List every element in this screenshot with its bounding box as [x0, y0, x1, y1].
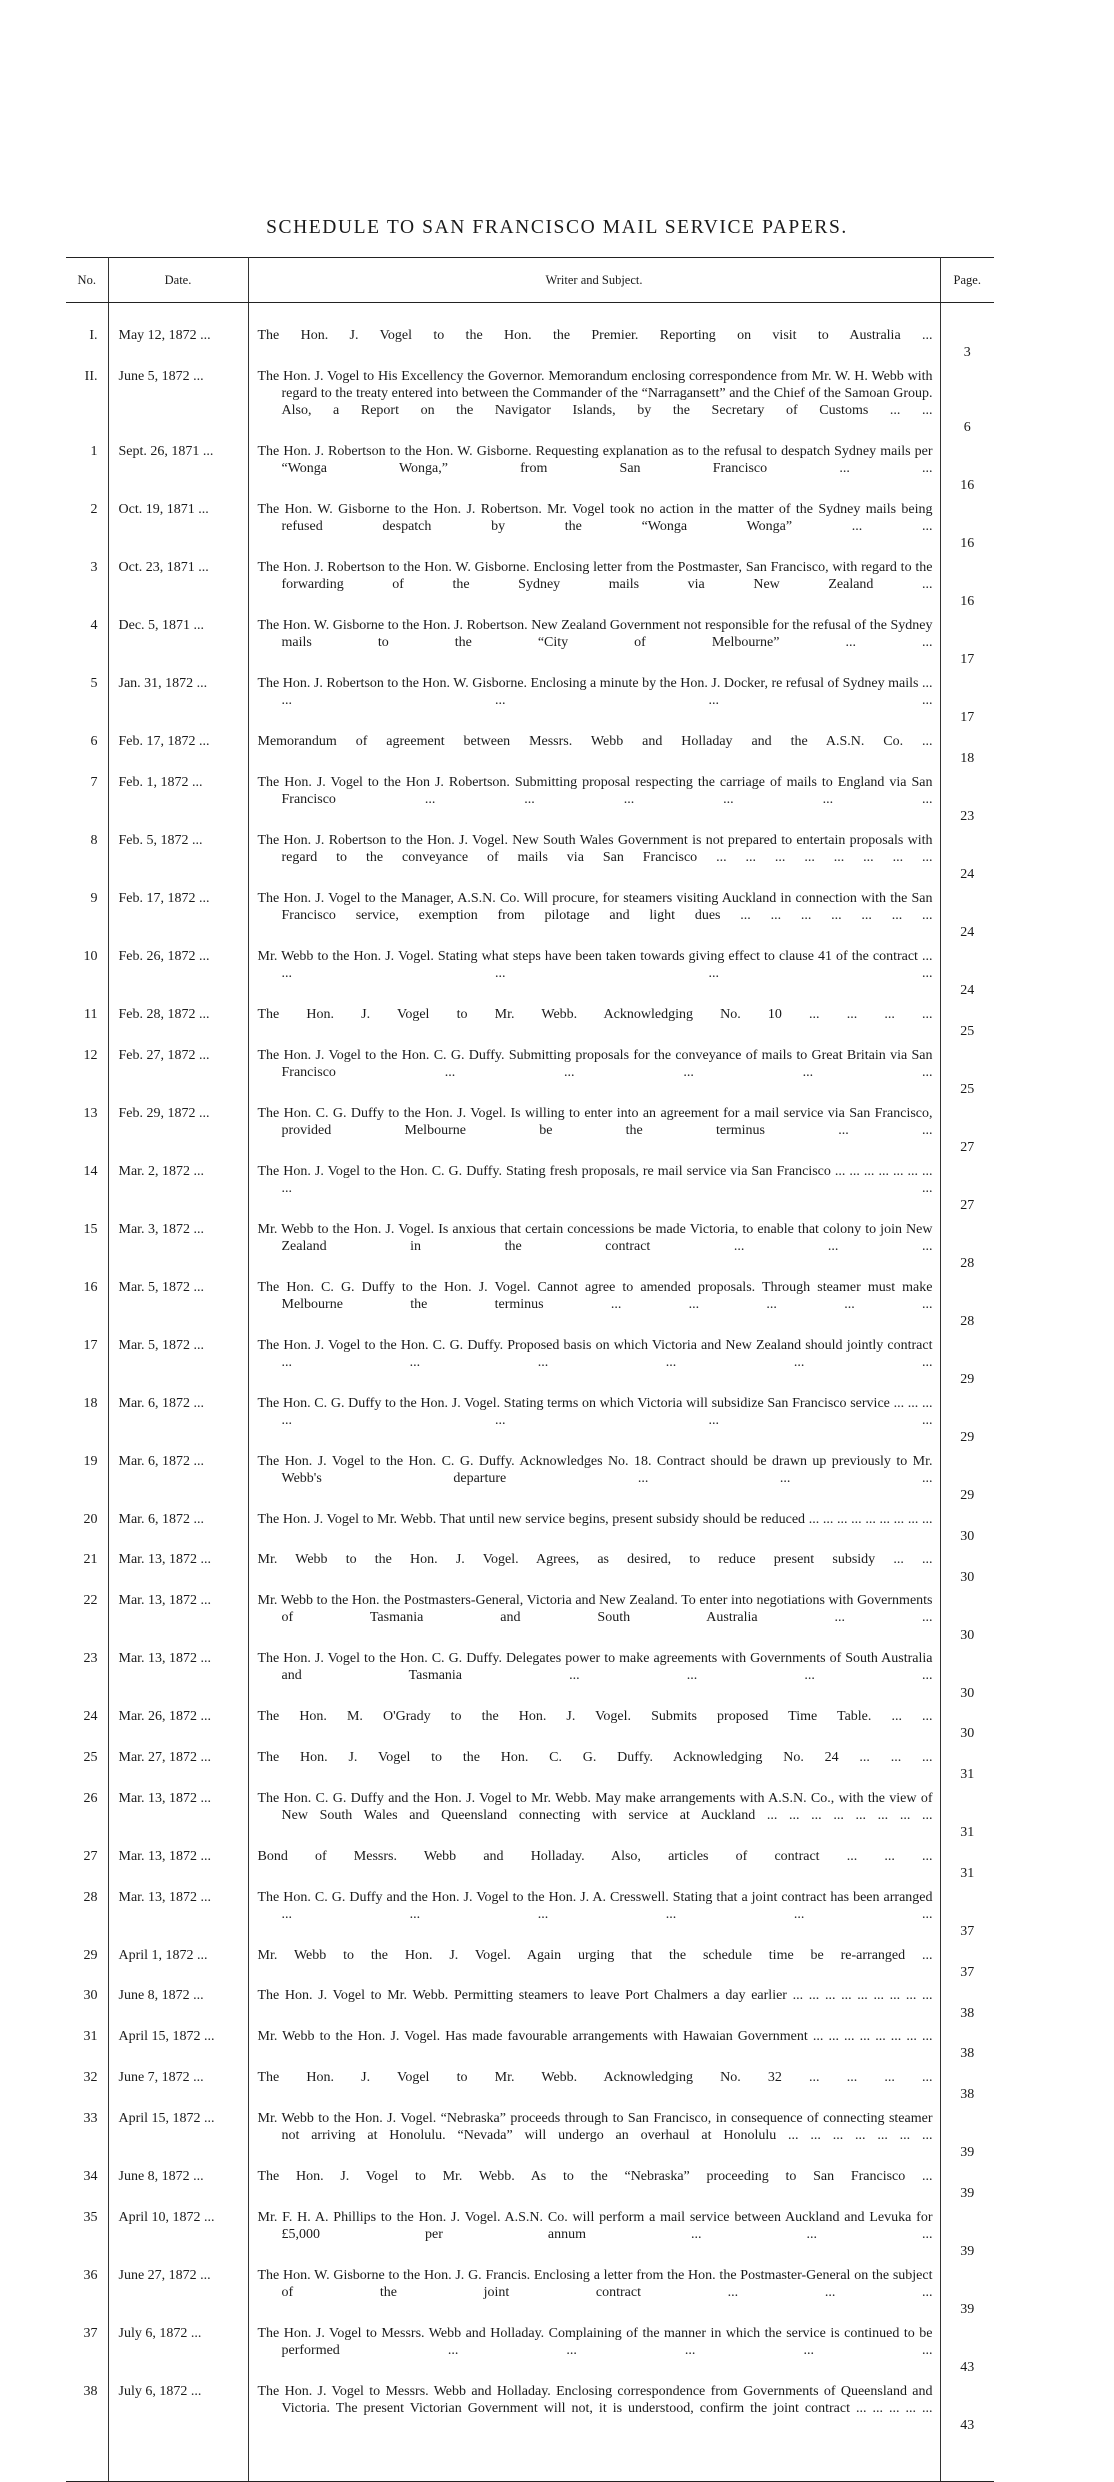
entry-date: Mar. 6, 1872 ... — [108, 1511, 248, 1552]
entry-page: 3 — [963, 345, 971, 361]
entry-number: 29 — [66, 1947, 108, 1988]
entry-date: Feb. 17, 1872 ... — [108, 890, 248, 948]
entry-number: 31 — [66, 2028, 108, 2069]
entry-date: Sept. 26, 1871 ... — [108, 443, 248, 501]
entry-page: 30 — [960, 1685, 975, 1701]
entry-page: 16 — [960, 536, 975, 552]
entry-page: 30 — [960, 1627, 975, 1643]
entry-number: 15 — [66, 1221, 108, 1279]
entry-number: 34 — [66, 2168, 108, 2209]
entry-subject: Mr. Webb to the Hon. J. Vogel. “Nebraska” proceeds through to San Francisco, in consequence of connecting steamer not arriving at Honolulu. “Nevada” will undergo an overhaul at Honolulu ... ... ... ... ... ... ... — [257, 2110, 933, 2143]
entry-page: 28 — [960, 1256, 975, 1271]
entry-page: 30 — [960, 1569, 975, 1585]
entry-subject: Memorandum of agreement between Messrs. Webb and Holladay and the A.S.N. Co. ... — [257, 734, 933, 749]
entry-date: June 27, 1872 ... — [108, 2267, 248, 2325]
entry-subject: The Hon. W. Gisborne to the Hon. J. Robertson. New Zealand Government not responsible for the refusal of the Sydney mails to the “City of Melbourne” ... ... — [257, 618, 933, 651]
entry-page: 17 — [960, 710, 975, 726]
entry-number: 17 — [66, 1337, 108, 1395]
entry-subject: The Hon. W. Gisborne to the Hon. J. G. Francis. Enclosing a letter from the Hon. the Postmaster-General on the subject of the joint contract ... ... ... — [257, 2267, 933, 2300]
entry-subject: The Hon. J. Vogel to Mr. Webb. That until new service begins, present subsidy should be reduced ... ... ... ... ... ... ... ... ... — [257, 1511, 933, 1527]
table-row — [66, 1105, 994, 1163]
entry-date: Feb. 27, 1872 ... — [108, 1047, 248, 1105]
entry-subject: The Hon. J. Robertson to the Hon. W. Gisborne. Requesting explanation as to the refusal to despatch Sydney mails per “Wonga Wonga,” from San Francisco ... ... — [257, 444, 933, 477]
table-row — [66, 2383, 994, 2441]
schedule-body — [66, 303, 994, 2481]
table-row — [66, 501, 994, 559]
entry-number: 22 — [66, 1592, 108, 1650]
header-row — [66, 258, 994, 303]
table-row — [66, 2028, 994, 2069]
table-row — [66, 1006, 994, 1047]
entry-date: May 12, 1872 ... — [108, 327, 248, 368]
table-row — [66, 1708, 994, 1749]
entry-subject: The Hon. J. Vogel to the Hon J. Robertson. Submitting proposal respecting the carriage of mails to England via San Francisco ... ... ... ... ... ... — [257, 774, 933, 807]
entry-page: 29 — [960, 1372, 975, 1387]
entry-date: July 6, 1872 ... — [108, 2325, 248, 2383]
entry-subject: Mr. Webb to the Hon. J. Vogel. Again urging that the schedule time be re-arranged ... — [257, 1947, 933, 1963]
table-row — [66, 2110, 994, 2168]
entry-subject: Mr. Webb to the Hon. J. Vogel. Stating what steps have been taken towards giving effect to clause 41 of the contract ... ... ... ... ... — [257, 948, 933, 981]
entry-subject: The Hon. M. O'Grady to the Hon. J. Vogel. Submits proposed Time Table. ... ... — [257, 1709, 933, 1725]
entry-page: 18 — [960, 751, 975, 767]
entry-number: 20 — [66, 1511, 108, 1552]
entry-number: 38 — [66, 2383, 108, 2441]
entry-page: 43 — [960, 2417, 975, 2433]
entry-date: Mar. 26, 1872 ... — [108, 1708, 248, 1749]
entry-number: 1 — [66, 443, 108, 501]
entry-number: 30 — [66, 1987, 108, 2028]
entry-page: 30 — [960, 1726, 975, 1742]
entry-date: Mar. 13, 1872 ... — [108, 1848, 248, 1889]
table-row — [66, 1047, 994, 1105]
entry-subject: Mr. Webb to the Hon. J. Vogel. Is anxious that certain concessions be made Victoria, to enable that colony to join New Zealand in the contract ... ... ... — [257, 1221, 933, 1254]
entry-date: April 15, 1872 ... — [108, 2028, 248, 2069]
entry-date: Mar. 13, 1872 ... — [108, 1790, 248, 1848]
entry-page: 23 — [960, 809, 975, 825]
entry-subject: Mr. Webb to the Hon. the Postmasters-General, Victoria and New Zealand. To enter into negotiations with Governments of Tasmania and South Australia ... ... — [257, 1593, 933, 1626]
entry-subject: The Hon. J. Robertson to the Hon. J. Vogel. New South Wales Government is not prepared to entertain proposals with regard to the conveyance of mails via San Francisco ... ... ... ... ... ... ... ... — [257, 832, 933, 865]
entry-number: 32 — [66, 2069, 108, 2110]
table-row — [66, 327, 994, 368]
table-row — [66, 1592, 994, 1650]
entry-page: 24 — [960, 925, 975, 941]
entry-subject: Mr. Webb to the Hon. J. Vogel. Has made favourable arrangements with Hawaian Government ... ... ... ... ... ... ... ... — [257, 2029, 933, 2045]
entry-subject: The Hon. J. Vogel to Mr. Webb. Acknowledging No. 32 ... ... ... ... — [257, 2069, 933, 2085]
entry-subject: The Hon. C. G. Duffy and the Hon. J. Vogel to Mr. Webb. May make arrangements with A.S.N. Co., with the view of New South Wales and Queensland connecting with service at Auckland ... ... ... ... ... ... ... ... — [257, 1790, 933, 1823]
column-header-page: Page. — [940, 258, 994, 303]
entry-page: 30 — [960, 1528, 975, 1544]
entry-number: 4 — [66, 617, 108, 675]
entry-subject: The Hon. J. Vogel to the Manager, A.S.N. Co. Will procure, for steamers visiting Auckland in connection with the San Francisco service, exemption from pilotage and light dues ... ... ... ... ... ... ... — [257, 890, 933, 923]
table-row — [66, 1790, 994, 1848]
entry-date: Feb. 5, 1872 ... — [108, 832, 248, 890]
entry-date: Oct. 23, 1871 ... — [108, 559, 248, 617]
entry-number: 26 — [66, 1790, 108, 1848]
table-row — [66, 1337, 994, 1395]
entry-page: 16 — [960, 478, 975, 494]
entry-page: 25 — [960, 1082, 975, 1097]
entry-number: 24 — [66, 1708, 108, 1749]
entry-page: 39 — [960, 2145, 975, 2161]
entry-subject: The Hon. J. Vogel to Messrs. Webb and Holladay. Complaining of the manner in which the service is continued to be performed ... ... ... ... ... — [257, 2325, 933, 2358]
entry-number: 27 — [66, 1848, 108, 1889]
entry-page: 29 — [960, 1430, 975, 1445]
entry-date: Feb. 29, 1872 ... — [108, 1105, 248, 1163]
entry-page: 31 — [960, 1825, 975, 1841]
entry-page: 28 — [960, 1314, 975, 1329]
entry-date: April 1, 1872 ... — [108, 1947, 248, 1988]
table-row — [66, 733, 994, 774]
entry-page: 24 — [960, 983, 975, 999]
entry-page: 25 — [960, 1024, 975, 1039]
table-row — [66, 1551, 994, 1592]
entry-number: 6 — [66, 733, 108, 774]
entry-date: Oct. 19, 1871 ... — [108, 501, 248, 559]
table-row — [66, 1395, 994, 1453]
entry-page: 16 — [960, 594, 975, 610]
table-row — [66, 559, 994, 617]
entry-page: 6 — [963, 420, 971, 436]
entry-subject: The Hon. J. Vogel to Mr. Webb. As to the “Nebraska” proceeding to San Francisco ... — [257, 2168, 933, 2184]
entry-number: 19 — [66, 1453, 108, 1511]
entry-page: 17 — [960, 652, 975, 668]
table-row — [66, 832, 994, 890]
entry-date: Feb. 26, 1872 ... — [108, 948, 248, 1006]
entry-date: July 6, 1872 ... — [108, 2383, 248, 2441]
table-row — [66, 1848, 994, 1889]
entry-subject: The Hon. J. Robertson to the Hon. W. Gisborne. Enclosing a minute by the Hon. J. Docker, re refusal of Sydney mails ... ... ... ... ... — [257, 676, 933, 709]
entry-number: 28 — [66, 1889, 108, 1947]
entry-number: 10 — [66, 948, 108, 1006]
entry-page: 43 — [960, 2359, 975, 2375]
entry-number: 25 — [66, 1749, 108, 1790]
entry-page: 31 — [960, 1865, 975, 1881]
entry-subject: The Hon. J. Vogel to Mr. Webb. Acknowledging No. 10 ... ... ... ... — [257, 1006, 933, 1022]
table-row — [66, 2325, 994, 2383]
entry-page: 39 — [960, 2243, 975, 2259]
table-row — [66, 617, 994, 675]
entry-subject: The Hon. W. Gisborne to the Hon. J. Robertson. Mr. Vogel took no action in the matter of the Sydney mails being refused despatch by the “Wonga Wonga” ... ... — [257, 502, 933, 535]
entry-date: Mar. 13, 1872 ... — [108, 1650, 248, 1708]
entry-subject: The Hon. C. G. Duffy to the Hon. J. Vogel. Cannot agree to amended proposals. Through steamer must make Melbourne the terminus ... ... ... ... ... — [257, 1279, 933, 1312]
table-row — [66, 1511, 994, 1552]
entry-date: Mar. 13, 1872 ... — [108, 1592, 248, 1650]
table-row — [66, 1650, 994, 1708]
table-row — [66, 675, 994, 733]
entry-page: 39 — [960, 2301, 975, 2317]
entry-date: Mar. 13, 1872 ... — [108, 1889, 248, 1947]
entry-subject: The Hon. C. G. Duffy to the Hon. J. Vogel. Is willing to enter into an agreement for a mail service via San Francisco, provided Melbourne be the terminus ... ... — [257, 1105, 933, 1138]
page-title: SCHEDULE TO SAN FRANCISCO MAIL SERVICE PAPERS. — [266, 217, 848, 238]
entry-number: 7 — [66, 774, 108, 832]
table-row — [66, 1987, 994, 2028]
table-row — [66, 948, 994, 1006]
entry-subject: The Hon. J. Vogel to the Hon. C. G. Duffy. Delegates power to make agreements with Governments of South Australia and Tasmania ... ... ... ... — [257, 1651, 933, 1684]
table-row — [66, 368, 994, 443]
table-bottom-rule — [66, 2481, 994, 2482]
table-row — [66, 443, 994, 501]
entry-page: 31 — [960, 1767, 975, 1783]
table-row — [66, 890, 994, 948]
entry-number: 18 — [66, 1395, 108, 1453]
entry-date: Mar. 3, 1872 ... — [108, 1221, 248, 1279]
entry-date: Mar. 5, 1872 ... — [108, 1279, 248, 1337]
entry-number: 5 — [66, 675, 108, 733]
entry-date: Mar. 6, 1872 ... — [108, 1453, 248, 1511]
entry-date: Feb. 28, 1872 ... — [108, 1006, 248, 1047]
entry-subject: The Hon. J. Vogel to His Excellency the Governor. Memorandum enclosing correspondence from Mr. W. H. Webb with regard to the treaty entered into between the Commander of the “Narragansett” and the Chief of the Samoan Group. Also, a Report on the Navigator Islands, by the Secretary of Customs ... ... — [257, 368, 933, 419]
column-header-subject: Writer and Subject. — [248, 258, 940, 303]
entry-date: Mar. 13, 1872 ... — [108, 1551, 248, 1592]
entry-page: 38 — [960, 2087, 975, 2103]
entry-number: 13 — [66, 1105, 108, 1163]
entry-number: 33 — [66, 2110, 108, 2168]
entry-number: 36 — [66, 2267, 108, 2325]
entry-date: Mar. 27, 1872 ... — [108, 1749, 248, 1790]
entry-date: June 5, 1872 ... — [108, 368, 248, 443]
entry-number: 14 — [66, 1163, 108, 1221]
entry-number: 2 — [66, 501, 108, 559]
table-row — [66, 2069, 994, 2110]
entry-page: 27 — [960, 1140, 975, 1155]
entry-number: 3 — [66, 559, 108, 617]
table-row — [66, 1889, 994, 1947]
entry-subject: The Hon. J. Vogel to the Hon. C. G. Duffy. Proposed basis on which Victoria and New Zealand should jointly contract ... ... ... ... ... ... — [257, 1337, 933, 1370]
entry-subject: The Hon. J. Vogel to Messrs. Webb and Holladay. Enclosing correspondence from Governments of Queensland and Victoria. The present Victorian Government will not, it is understood, confirm the joint contract ... ... ... ... ... — [257, 2383, 933, 2416]
entry-number: II. — [66, 368, 108, 443]
entry-page: 24 — [960, 867, 975, 883]
table-row — [66, 2209, 994, 2267]
entry-page: 37 — [960, 1923, 975, 1939]
entry-number: 21 — [66, 1551, 108, 1592]
entry-page: 39 — [960, 2185, 975, 2201]
table-row — [66, 1453, 994, 1511]
entry-subject: The Hon. C. G. Duffy to the Hon. J. Vogel. Stating terms on which Victoria will subsidize San Francisco service ... ... ... ... ... ... ... — [257, 1395, 933, 1428]
entry-number: I. — [66, 327, 108, 368]
column-header-no: No. — [66, 258, 108, 303]
table-row — [66, 1221, 994, 1279]
entry-number: 11 — [66, 1006, 108, 1047]
table-row — [66, 1947, 994, 1988]
entry-date: Mar. 6, 1872 ... — [108, 1395, 248, 1453]
entry-subject: The Hon. J. Vogel to the Hon. the Premier. Reporting on visit to Australia ... — [257, 328, 933, 343]
entry-page: 38 — [960, 2005, 975, 2021]
entry-date: Mar. 5, 1872 ... — [108, 1337, 248, 1395]
entry-number: 8 — [66, 832, 108, 890]
entry-date: Jan. 31, 1872 ... — [108, 675, 248, 733]
entry-subject: The Hon. J. Vogel to the Hon. C. G. Duffy. Stating fresh proposals, re mail service via San Francisco ... ... ... ... ... ... ... ... ... — [257, 1163, 933, 1196]
entry-number: 23 — [66, 1650, 108, 1708]
table-row — [66, 2168, 994, 2209]
entry-page: 38 — [960, 2046, 975, 2062]
entry-date: June 8, 1872 ... — [108, 1987, 248, 2028]
entry-date: June 7, 1872 ... — [108, 2069, 248, 2110]
table-row — [66, 1279, 994, 1337]
entry-subject: The Hon. J. Vogel to the Hon. C. G. Duffy. Acknowledges No. 18. Contract should be drawn up previously to Mr. Webb's departure ... ... ... — [257, 1453, 933, 1486]
entry-subject: Mr. Webb to the Hon. J. Vogel. Agrees, as desired, to reduce present subsidy ... ... — [257, 1552, 933, 1568]
entry-number: 12 — [66, 1047, 108, 1105]
entry-date: April 10, 1872 ... — [108, 2209, 248, 2267]
table-row — [66, 1749, 994, 1790]
entry-number: 16 — [66, 1279, 108, 1337]
entry-subject: Mr. F. H. A. Phillips to the Hon. J. Vogel. A.S.N. Co. will perform a mail service between Auckland and Levuka for £5,000 per annum ... ... ... — [257, 2209, 933, 2242]
entry-subject: The Hon. J. Vogel to the Hon. C. G. Duffy. Acknowledging No. 24 ... ... ... — [257, 1749, 933, 1765]
entry-page: 27 — [960, 1198, 975, 1213]
entry-date: June 8, 1872 ... — [108, 2168, 248, 2209]
entry-page: 37 — [960, 1964, 975, 1980]
entry-subject: The Hon. J. Robertson to the Hon. W. Gisborne. Enclosing letter from the Postmaster, San Francisco, with regard to the forwarding of the Sydney mails via New Zealand ... — [257, 560, 933, 593]
table-row — [66, 2267, 994, 2325]
entry-date: Feb. 1, 1872 ... — [108, 774, 248, 832]
entry-subject: The Hon. C. G. Duffy and the Hon. J. Vogel to the Hon. J. A. Cresswell. Stating that a joint contract has been arranged ... ... ... ... ... ... — [257, 1889, 933, 1922]
entry-date: April 15, 1872 ... — [108, 2110, 248, 2168]
schedule-table-wrapper — [66, 257, 994, 2482]
schedule-table — [66, 257, 994, 2481]
table-row — [66, 1163, 994, 1221]
entry-subject: The Hon. J. Vogel to the Hon. C. G. Duffy. Submitting proposals for the conveyance of mails to Great Britain via San Francisco ... ... ... ... ... — [257, 1047, 933, 1080]
table-row — [66, 774, 994, 832]
entry-date: Dec. 5, 1871 ... — [108, 617, 248, 675]
entry-date: Mar. 2, 1872 ... — [108, 1163, 248, 1221]
column-header-date: Date. — [108, 258, 248, 303]
entry-number: 37 — [66, 2325, 108, 2383]
entry-page: 29 — [960, 1488, 975, 1503]
entry-number: 35 — [66, 2209, 108, 2267]
entry-subject: The Hon. J. Vogel to Mr. Webb. Permitting steamers to leave Port Chalmers a day earlier ... ... ... ... ... ... ... ... ... — [257, 1988, 933, 2004]
entry-number: 9 — [66, 890, 108, 948]
entry-date: Feb. 17, 1872 ... — [108, 733, 248, 774]
entry-subject: Bond of Messrs. Webb and Holladay. Also, articles of contract ... ... ... — [257, 1848, 933, 1864]
